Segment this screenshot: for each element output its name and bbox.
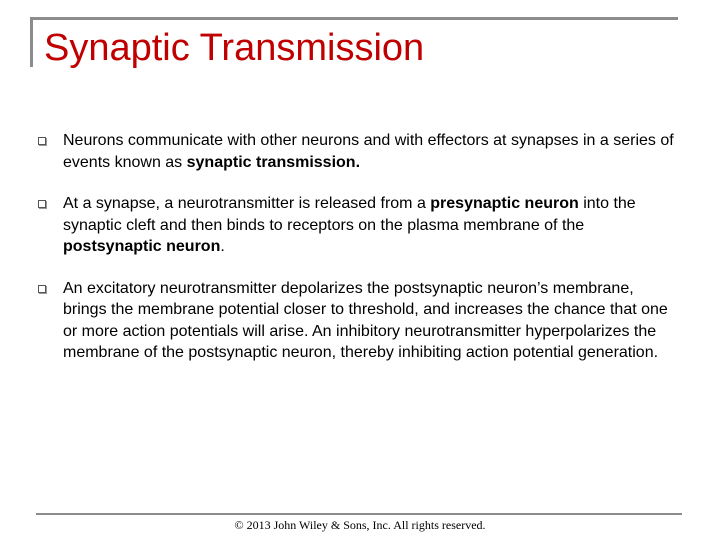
bullet-segment-bold: postsynaptic neuron [63,238,221,255]
bullet-text [63,195,636,255]
title-frame-left-rule [30,17,33,67]
bullet-segment: Neurons communicate with other neurons and with effectors at synapses in a series of events known as [63,132,674,171]
bullet-item [38,278,678,364]
bullet-text [63,132,674,171]
bullet-text [63,280,668,362]
bullet-segment: into the synaptic cleft and then binds to receptors on the plasma membrane of the [63,195,636,234]
bullet-segment-bold: presynaptic neuron [430,195,579,212]
bullet-item [38,193,678,258]
bullet-list [38,130,678,364]
bullet-segment: At a synapse, a neurotransmitter is released from a [63,195,431,212]
square-bullet-icon [38,137,46,145]
bullet-item [38,130,678,173]
bullet-segment: . [220,238,225,255]
square-bullet-icon [38,200,46,208]
square-bullet-icon [38,285,46,293]
footer-rule [36,513,682,515]
copyright-footer: © 2013 John Wiley & Sons, Inc. All rights reserved. [234,518,486,532]
slide-title: Synaptic Transmission [44,27,425,69]
title-frame-top-rule [30,17,678,20]
bullet-segment-bold: synaptic transmission. [186,153,361,171]
bullet-segment: An excitatory neurotransmitter depolarizes the postsynaptic neuron’s membrane, brings the membrane potential closer to threshold, and increases the chance that one or more action potentials will arise. An inhibitory neurotransmitter hyperpolarizes the membrane of the postsynaptic neuron, thereby inhibiting action potential generation. [63,279,668,361]
